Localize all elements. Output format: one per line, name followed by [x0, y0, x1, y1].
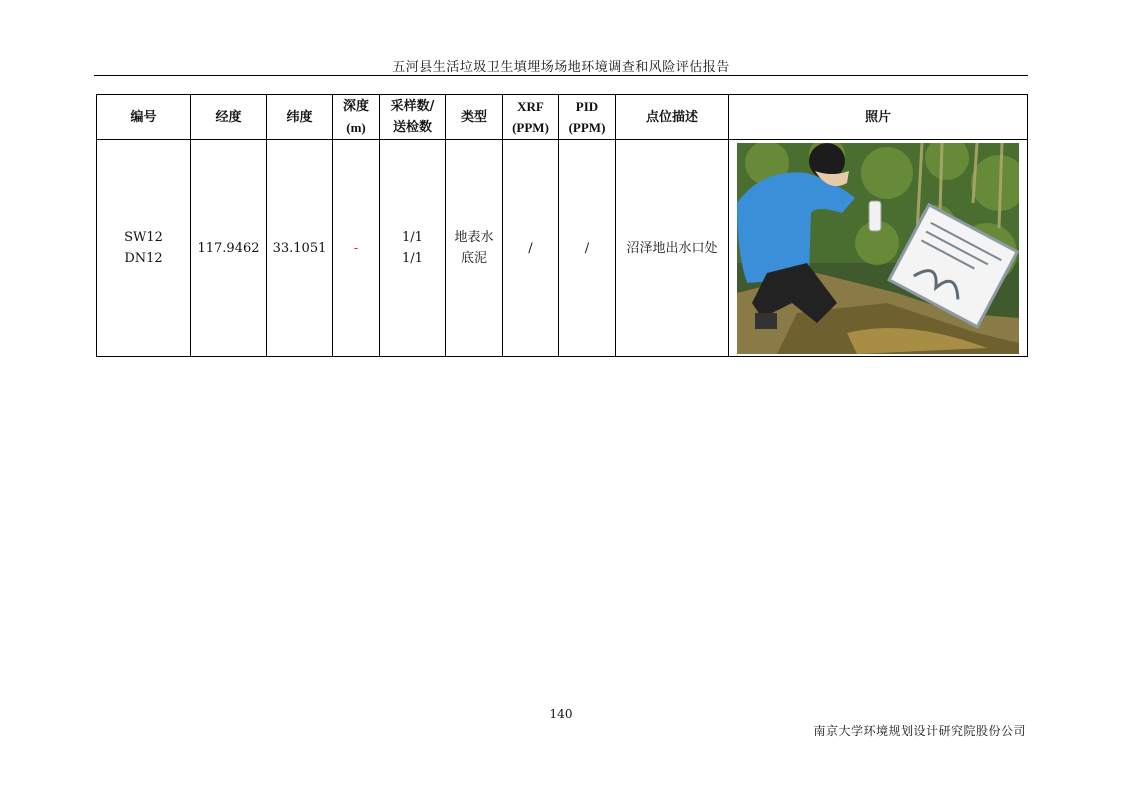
cell-type-line1: 地表水: [454, 230, 494, 245]
header-photo: 照片: [729, 95, 1028, 140]
cell-depth: -: [333, 140, 380, 357]
header-xrf-unit: (PPM): [512, 120, 549, 135]
cell-description: 沼泽地出水口处: [616, 140, 729, 357]
cell-samples-line2: 1/1: [402, 251, 423, 266]
cell-samples-line1: 1/1: [402, 230, 423, 245]
header-type: 类型: [446, 95, 503, 140]
header-latitude: 纬度: [267, 95, 333, 140]
header-depth-unit: (m): [346, 120, 366, 135]
page-number: 140: [549, 707, 573, 721]
header-xrf: [503, 95, 559, 140]
cell-longitude: 117.9462: [191, 140, 267, 357]
cell-xrf: /: [503, 140, 559, 357]
header-depth: [333, 95, 380, 140]
header-divider: [94, 75, 1028, 76]
cell-id: [97, 140, 191, 357]
report-header-title: 五河县生活垃圾卫生填埋场场地环境调查和风险评估报告: [392, 60, 730, 75]
header-samples: [380, 95, 446, 140]
footer-organization: 南京大学环境规划设计研究院股份公司: [813, 724, 1026, 738]
header-xrf-label: XRF: [517, 99, 544, 114]
header-depth-label: 深度: [342, 99, 369, 114]
header-longitude: 经度: [191, 95, 267, 140]
cell-type: [446, 140, 503, 357]
cell-id-line1: SW12: [124, 230, 163, 245]
header-pid-unit: (PPM): [568, 120, 606, 135]
table-row: [97, 140, 1028, 357]
sampling-photo: [737, 143, 1019, 354]
header-samples-line1: 采样数/: [390, 99, 435, 114]
cell-type-line2: 底泥: [460, 251, 487, 266]
cell-pid: /: [559, 140, 616, 357]
cell-id-line2: DN12: [124, 251, 163, 266]
header-pid: [559, 95, 616, 140]
cell-samples: [380, 140, 446, 357]
header-samples-line2: 送检数: [392, 120, 432, 135]
sample-point-table: [96, 94, 1028, 357]
header-id: 编号: [97, 95, 191, 140]
cell-latitude: 33.1051: [267, 140, 333, 357]
cell-photo: [729, 140, 1028, 357]
header-pid-label: PID: [575, 99, 599, 114]
table-header-row: [97, 95, 1028, 140]
header-description: 点位描述: [616, 95, 729, 140]
